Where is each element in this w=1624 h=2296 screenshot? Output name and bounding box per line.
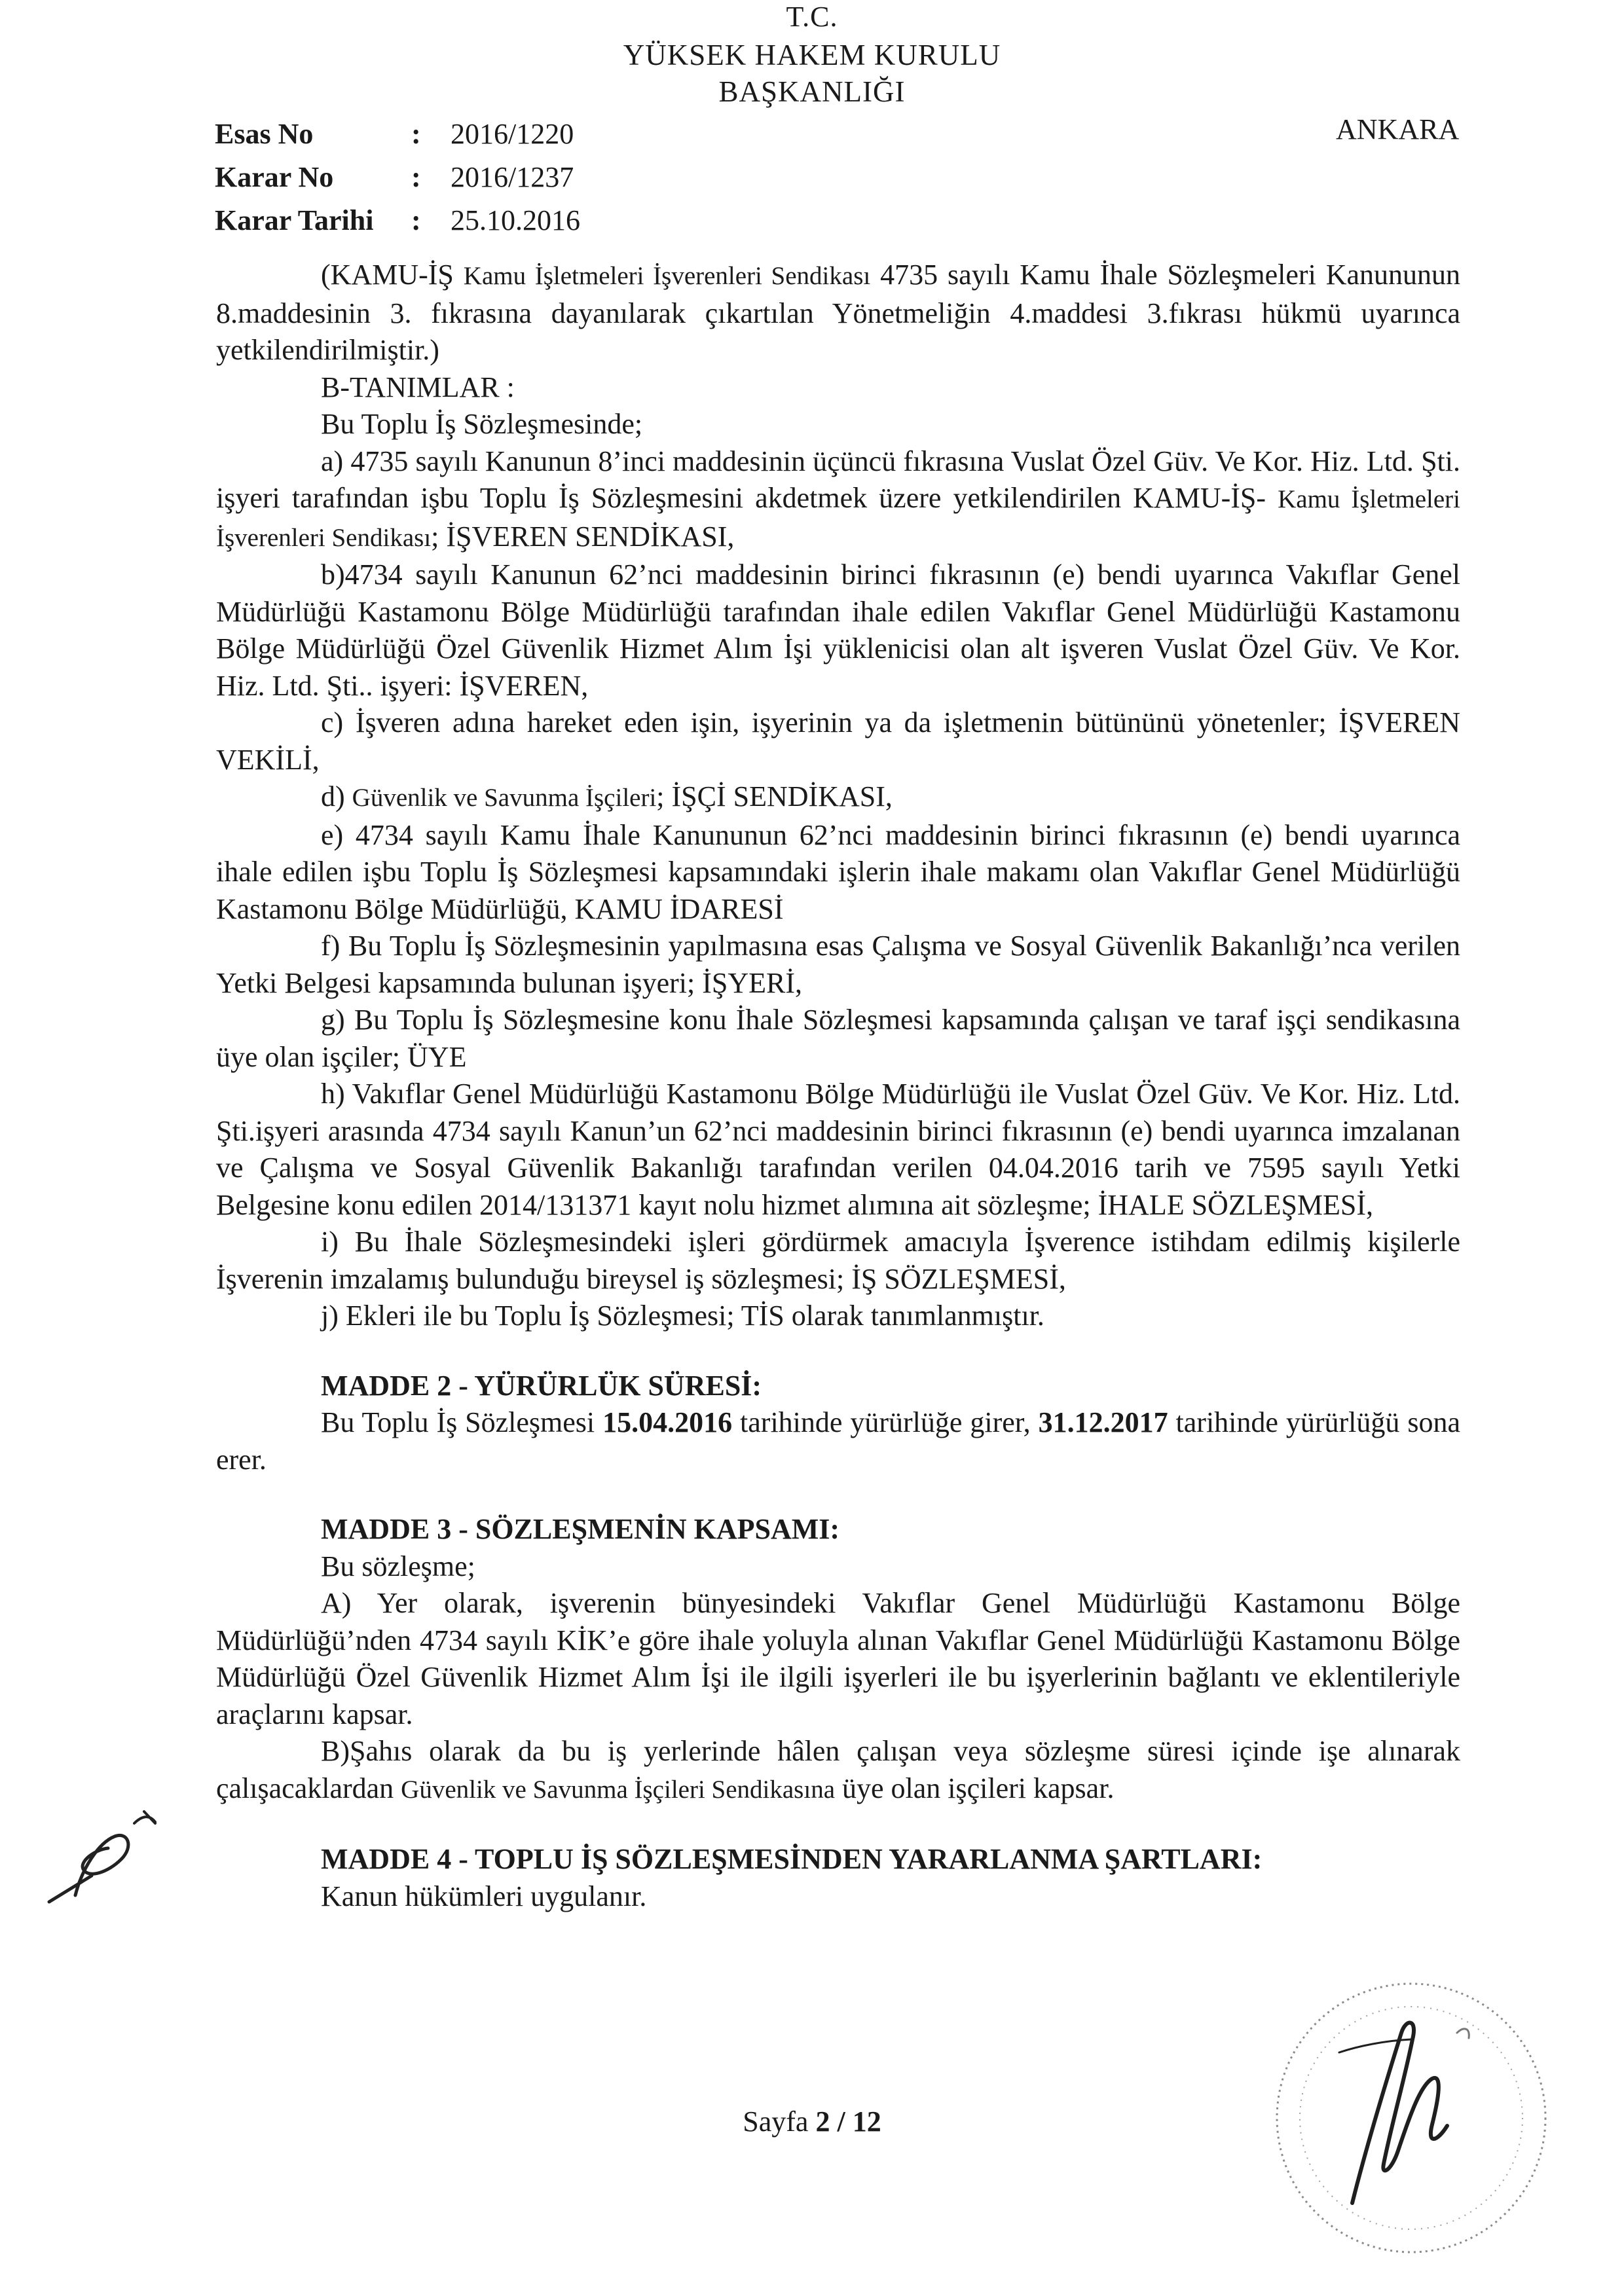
meta-karar-row [215, 156, 580, 199]
definitions-heading: B-TANIMLAR : [321, 371, 515, 403]
meta-value: 25.10.2016 [451, 204, 580, 236]
header-department: BAŞKANLIĞI [718, 75, 906, 108]
case-meta [215, 113, 580, 242]
madde3-lead: Bu sözleşme; [321, 1550, 475, 1582]
document-body [216, 257, 1460, 1915]
header-institution: YÜKSEK HAKEM KURULU [623, 39, 1001, 71]
meta-tarih-row [215, 199, 580, 242]
page-number: Sayfa 2 / 12 [743, 2105, 881, 2138]
initials-signature [36, 1797, 187, 1908]
meta-colon: : [411, 161, 421, 193]
meta-colon: : [411, 204, 421, 236]
start-date: 15.04.2016 [602, 1406, 733, 1438]
madde2-text: Bu Toplu İş Sözleşmesi 15.04.2016 tarihinde yürürlüğe girer, 31.12.2017 tarihinde yürürlüğü sona erer. [216, 1406, 1460, 1476]
madde2-title: MADDE 2 - YÜRÜRLÜK SÜRESİ: [321, 1369, 762, 1402]
meta-label: Karar No [215, 161, 334, 193]
madde3-b: B)Şahıs olarak da bu iş yerlerinde hâlen çalışan veya sözleşme süresi içinde işe alınarak çalışacaklardan Güvenlik ve Savunma İşçileri Sendikasına üye olan işçileri kapsar. [216, 1735, 1460, 1804]
definition-i: i) Bu İhale Sözleşmesindeki işleri gördürmek amacıyla İşverence istihdam edilmiş kişilerle İşverenin imzalamış bulunduğu bireysel iş sözleşmesi; İŞ SÖZLEŞMESİ, [216, 1226, 1460, 1295]
intro-paragraph: (KAMU-İŞ Kamu İşletmeleri İşverenleri Sendikası 4735 sayılı Kamu İhale Sözleşmeleri Kanununun 8.maddesinin 3. fıkrasına dayanılarak çıkartılan Yönetmeliğin 4.maddesi 3.fıkrası hükmü uyarınca yetkilendirilmiştir.) [216, 259, 1460, 366]
madde3-a: A) Yer olarak, işverenin bünyesindeki Vakıflar Genel Müdürlüğü Kastamonu Bölge Müdürlüğü’nden 4734 sayılı KİK’e göre ihale yoluyla alınan Vakıflar Genel Müdürlüğü Kastamonu Bölge Müdürlüğü Özel Güvenlik Hizmet Alım İşi ile ilgili işyerleri ile bu işyerlerinin bağlantı ve eklentileriyle araçlarını kapsar. [216, 1587, 1460, 1730]
definition-e: e) 4734 sayılı Kamu İhale Kanununun 62’nci maddesinin birinci fıkrasının (e) bendi uyarınca ihale edilen işbu Toplu İş Sözleşmesi kapsamındaki işlerin ihale makamı olan Vakıflar Genel Müdürlüğü Kastamonu Bölge Müdürlüğü, KAMU İDARESİ [216, 818, 1460, 925]
definition-f: f) Bu Toplu İş Sözleşmesinin yapılmasına esas Çalışma ve Sosyal Güvenlik Bakanlığı’nca verilen Yetki Belgesi kapsamında bulunan işyeri; İŞYERİ, [216, 930, 1460, 999]
header-city: ANKARA [1336, 113, 1460, 145]
definition-a: a) 4735 sayılı Kanunun 8’inci maddesinin üçüncü fıkrasına Vuslat Özel Güv. Ve Kor. Hiz. Ltd. Şti. işyeri tarafından işbu Toplu İş Sözleşmesini akdetmek üzere yetkilendirilen KAMU-İŞ- Kamu İşletmeleri İşverenleri Sendikası; İŞVEREN SENDİKASI, [216, 445, 1460, 553]
meta-colon: : [411, 118, 421, 150]
definition-d: d) Güvenlik ve Savunma İşçileri; İŞÇİ SENDİKASI, [321, 780, 893, 812]
meta-label: Esas No [215, 118, 314, 150]
definition-c: c) İşveren adına hareket eden işin, işyerinin ya da işletmenin bütününü yönetenler; İŞVEREN VEKİLİ, [216, 706, 1460, 776]
end-date: 31.12.2017 [1038, 1406, 1168, 1438]
meta-esas-row [215, 113, 580, 156]
madde4-title: MADDE 4 - TOPLU İŞ SÖZLEŞMESİNDEN YARARLANMA ŞARTLARI: [321, 1843, 1263, 1875]
header-tc: T.C. [786, 1, 838, 33]
definition-b: b)4734 sayılı Kanunun 62’nci maddesinin birinci fıkrasının (e) bendi uyarınca Vakıflar Genel Müdürlüğü Kastamonu Bölge Müdürlüğü tarafından ihale edilen Vakıflar Genel Müdürlüğü Kastamonu Bölge Müdürlüğü Özel Güvenlik Hizmet Alım İşi yüklenicisi olan alt işveren Vuslat Özel Güv. Ve Kor. Hiz. Ltd. Şti.. işyeri: İŞVEREN, [216, 558, 1460, 702]
definition-g: g) Bu Toplu İş Sözleşmesine konu İhale Sözleşmesi kapsamında çalışan ve taraf işçi sendikasına üye olan işçiler; ÜYE [216, 1004, 1460, 1073]
definitions-lead: Bu Toplu İş Sözleşmesinde; [321, 408, 643, 440]
meta-value: 2016/1237 [451, 161, 574, 193]
meta-value: 2016/1220 [451, 118, 574, 150]
madde4-text: Kanun hükümleri uygulanır. [321, 1880, 647, 1912]
definition-j: j) Ekleri ile bu Toplu İş Sözleşmesi; TİS olarak tanımlanmıştır. [321, 1300, 1044, 1332]
meta-label: Karar Tarihi [215, 204, 374, 236]
madde3-title: MADDE 3 - SÖZLEŞMENİN KAPSAMI: [321, 1513, 840, 1545]
definition-h: h) Vakıflar Genel Müdürlüğü Kastamonu Bölge Müdürlüğü ile Vuslat Özel Güv. Ve Kor. Hiz. Ltd. Şti.işyeri arasında 4734 sayılı Kanun’un 62’nci maddesinin birinci fıkrasının (e) bendi uyarınca imzalanan ve Çalışma ve Sosyal Güvenlik Bakanlığı tarafından verilen 04.04.2016 tarih ve 7595 sayılı Yetki Belgesine konu edilen 2014/131371 kayıt nolu hizmet alımına ait sözleşme; İHALE SÖZLEŞMESİ, [216, 1078, 1460, 1221]
